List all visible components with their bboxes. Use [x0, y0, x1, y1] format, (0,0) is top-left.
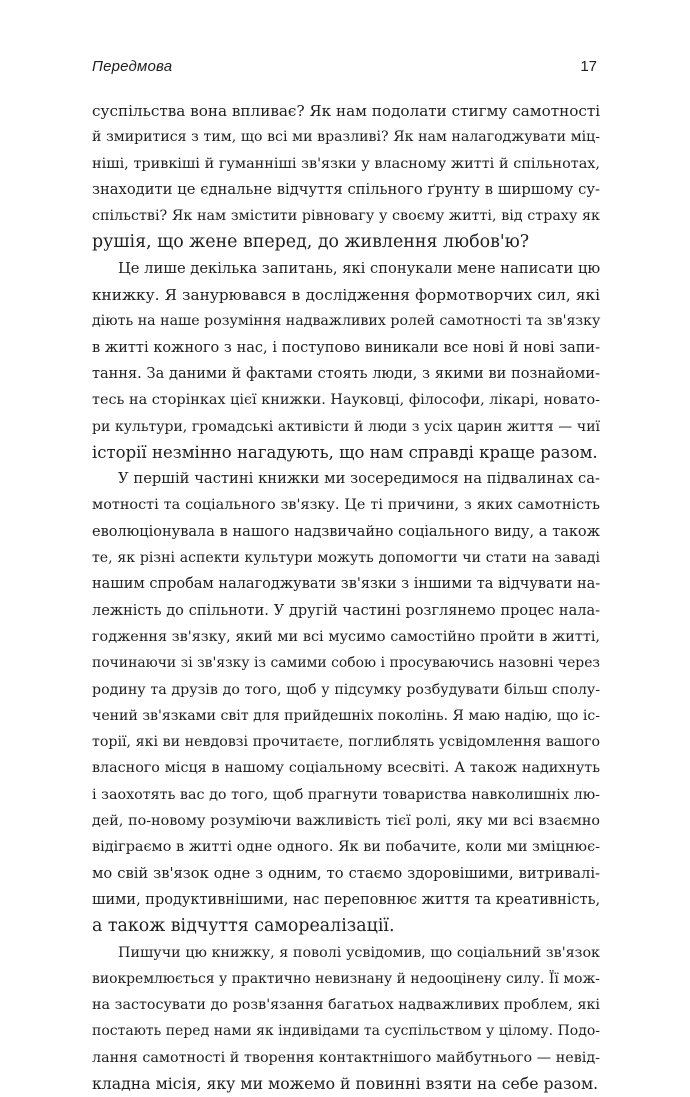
text-line: спільстві? Як нам змістити рівновагу у своєму житті, від страху як	[92, 203, 600, 229]
text-line: рушія, що жене вперед, до живлення любов'ю?	[92, 229, 600, 255]
text-line: чений зв'язками світ для прийдешніх поколінь. Я маю надію, що іс-	[92, 703, 600, 729]
text-line: виокремлюється у практично невизнану й недооцінену силу. Її мож-	[92, 966, 600, 992]
text-line: власного місця в нашому соціальному всесвіті. А також надихнуть	[92, 755, 600, 781]
text-line: те, як різні аспекти культури можуть допомогти чи стати на заваді	[92, 545, 600, 571]
text-line: У першій частині книжки ми зосередимося на підвалинах са-	[92, 466, 600, 492]
text-line: постають перед нами як індивідами та суспільством у цілому. Подо-	[92, 1018, 600, 1044]
text-line: в житті кожного з нас, і поступово виникали все нові й нові запи-	[92, 335, 600, 361]
text-line: на застосувати до розв'язання багатьох надважливих проблем, які	[92, 992, 600, 1018]
text-line: і заохотять вас до того, щоб прагнути товариства навколишніх лю-	[92, 782, 600, 808]
text-line: кладна місія, яку ми можемо й повинні взяти на себе разом.	[92, 1071, 600, 1097]
text-line: мотності та соціального зв'язку. Це ті причини, з яких самотність	[92, 492, 600, 518]
text-line: знаходити це єднальне відчуття спільного ґрунту в ширшому су-	[92, 177, 600, 203]
text-line: дей, по-новому розуміючи важливість тієї ролі, яку ми всі взаємно	[92, 808, 600, 834]
text-line: годження зв'язку, який ми всі мусимо самостійно пройти в житті,	[92, 624, 600, 650]
text-line: торії, які ви невдовзі прочитаєте, поглиблять усвідомлення вашого	[92, 729, 600, 755]
text-line: лання самотності й творення контактнішого майбутнього — невід-	[92, 1045, 600, 1071]
text-line: ніші, тривкіші й гуманніші зв'язки у власному житті й спільнотах,	[92, 151, 600, 177]
text-line: тесь на сторінках цієї книжки. Науковці, філософи, лікарі, новато-	[92, 387, 600, 413]
text-line: тання. За даними й фактами стоять люди, з якими ви познайоми-	[92, 361, 600, 387]
text-line: суспільства вона впливає? Як нам подолати стигму самотності	[92, 98, 600, 124]
text-line: книжку. Я занурювався в дослідження формотворчих сил, які	[92, 282, 600, 308]
text-line: а також відчуття самореалізації.	[92, 913, 600, 939]
text-line: діють на наше розуміння надважливих ролей самотності та зв'язку	[92, 308, 600, 334]
text-line: Пишучи цю книжку, я поволі усвідомив, що соціальний зв'язок	[92, 940, 600, 966]
text-line: історії незмінно нагадують, що нам справді краще разом.	[92, 440, 600, 466]
text-line: еволюціонувала в нашого надзвичайно соціального виду, а також	[92, 519, 600, 545]
running-title: Передмова	[92, 58, 172, 75]
paragraph	[92, 256, 600, 466]
body-text	[92, 98, 600, 1097]
page-number: 17	[580, 58, 597, 75]
text-line: родину та друзів до того, щоб у підсумку розбудувати більш сполу-	[92, 677, 600, 703]
text-line: нашим спробам налагоджувати зв'язки з іншими та відчувати на-	[92, 571, 600, 597]
text-line: починаючи зі зв'язку із самими собою і просуваючись назовні через	[92, 650, 600, 676]
text-line: мо свій зв'язок одне з одним, то стаємо здоровішими, витривалі-	[92, 861, 600, 887]
text-line: й змиритися з тим, що всі ми вразливі? Як нам налагоджувати міц-	[92, 124, 600, 150]
text-line: лежність до спільноти. У другій частині розглянемо процес нала-	[92, 598, 600, 624]
text-line: Це лише декілька запитань, які спонукали мене написати цю	[92, 256, 600, 282]
paragraph	[92, 940, 600, 1097]
paragraph	[92, 466, 600, 939]
text-line: ри культури, громадські активісти й люди з усіх царин життя — чиї	[92, 414, 600, 440]
paragraph	[92, 98, 600, 256]
text-line: шими, продуктивнішими, нас переповнює життя та креативність,	[92, 887, 600, 913]
text-line: відіграємо в житті одне одного. Як ви побачите, коли ми зміцнює-	[92, 834, 600, 860]
